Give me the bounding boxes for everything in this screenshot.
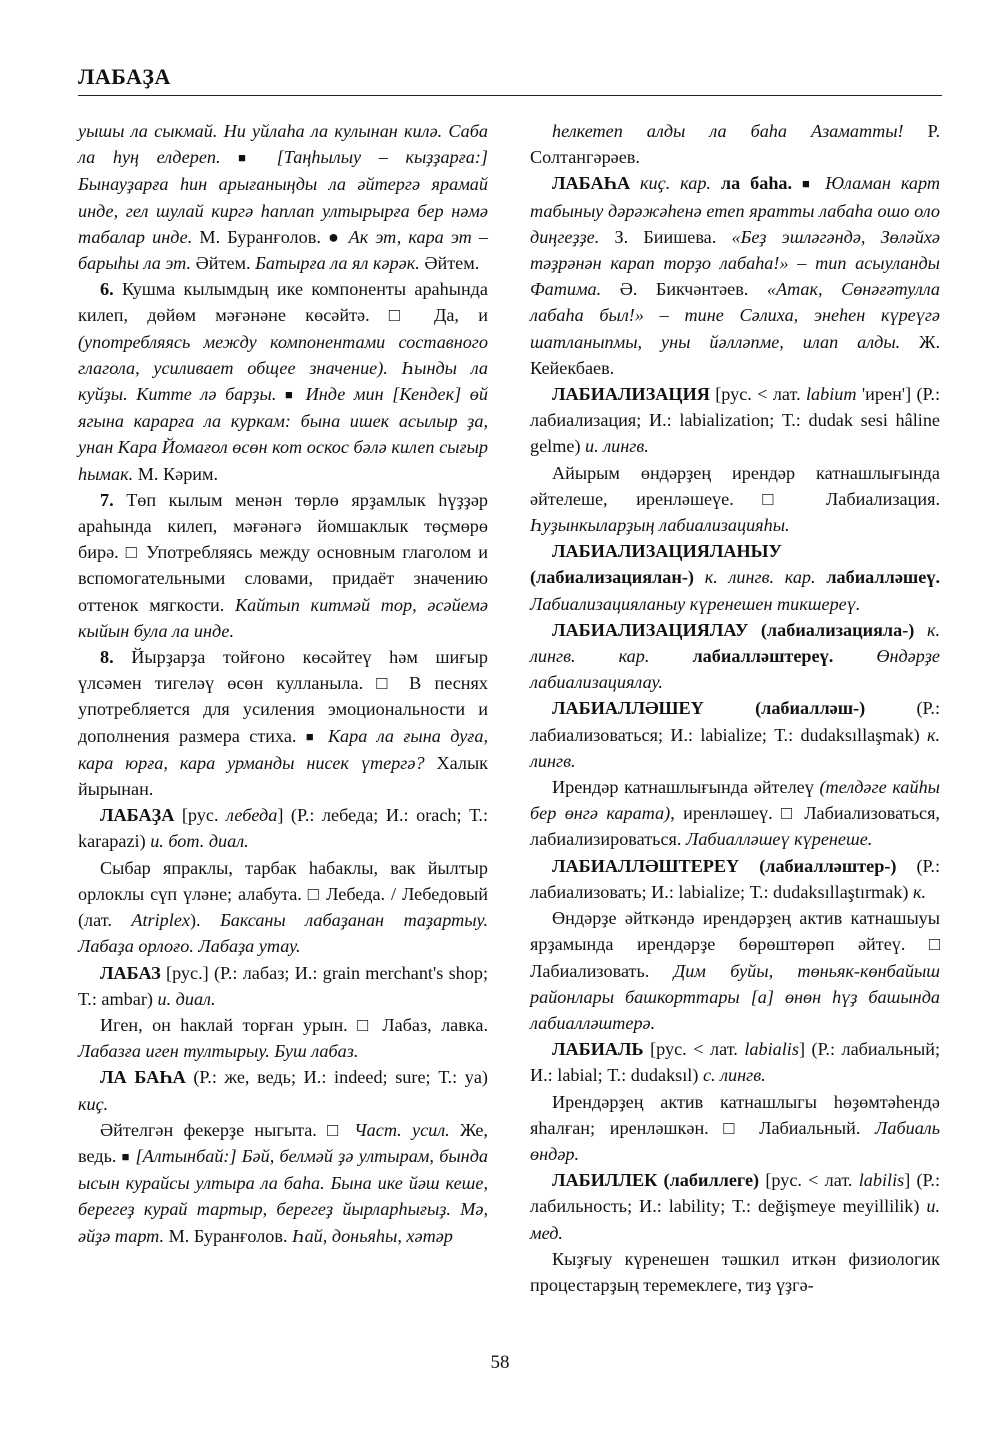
dictionary-paragraph xyxy=(530,118,940,170)
text-segment: , иренләшеү. □ Лабиализоваться, лабиализироваться. xyxy=(530,803,940,850)
text-segment: Кушма кылымдың ике компоненты араһында килеп, дөйөм мәғәнәне көсәйтә. □ Да, и xyxy=(78,279,489,326)
left-column xyxy=(78,118,488,1249)
text-segment: с. лингв. xyxy=(702,1065,766,1086)
text-segment: Әйтелгән фекерҙе ныгыта. □ xyxy=(100,1119,355,1140)
text-segment: ). xyxy=(189,910,221,931)
text-segment: Һай, доньяһы, хәтәр xyxy=(292,1225,453,1246)
text-segment: [Алтынбай:] Бәй, белмәй ҙә ултырам, бында ысын курайсы ултыра ла баһа. Бына ике йәш кеше, берегеҙ курай тартыр, берегеҙ йырларһығыҙ. Мә, әйҙә тарт. xyxy=(78,1145,488,1246)
text-segment: ] (Р.: лебеда; И.: orach; Т.: karapazi) xyxy=(78,805,488,852)
text-segment: labium xyxy=(806,384,857,405)
page-number: 58 xyxy=(490,1352,510,1373)
text-segment: и. диал. xyxy=(157,988,216,1009)
text-segment: ] (Р.: лабиальный; И.: labial; Т.: dudaksıl) xyxy=(530,1039,941,1086)
right-column xyxy=(530,118,940,1298)
dictionary-paragraph xyxy=(78,802,488,854)
text-segment: Лабиаль өндәр. xyxy=(530,1117,940,1164)
text-segment: ЛАБИАЛЬ xyxy=(552,1039,644,1060)
text-segment: к. xyxy=(912,881,927,902)
text-segment: Иген, он һаклай торған урын. □ Лабаз, лавка. xyxy=(100,1014,488,1035)
text-segment: Батырға ла ял кәрәк. xyxy=(255,253,420,274)
text-segment: Ирендәрҙең актив катнашлыгы һөҙөмтәһендә яһалған; иренләшкән. □ Лабиальный. xyxy=(530,1091,940,1138)
dictionary-paragraph xyxy=(78,1064,488,1116)
dictionary-paragraph xyxy=(530,538,940,617)
text-segment: һелкетеп алды ла баһа Азаматты! xyxy=(552,121,904,141)
text-segment: ■ xyxy=(802,176,816,192)
dictionary-paragraph xyxy=(530,617,940,696)
dictionary-paragraph xyxy=(530,774,940,853)
dictionary-paragraph xyxy=(530,381,940,460)
text-segment: ЛАБИАЛИЗАЦИЯЛАНЫУ (лабиализациялан-) xyxy=(530,541,782,588)
text-segment: Кайтып китмәй тор, әсәйемә кыйын була ла инде. xyxy=(78,594,488,641)
dictionary-paragraph xyxy=(530,905,940,1036)
text-segment: Сыбар япраклы, тарбак һабаклы, вак йылтыр орлоклы сүп үләне; алабута. □ Лебеда. / Лебедовый (лат. xyxy=(78,857,488,931)
dictionary-paragraph xyxy=(78,1117,488,1249)
text-segment: Һуҙынкыларҙың лабиализацияһы. xyxy=(530,515,790,536)
dictionary-paragraph xyxy=(530,853,940,905)
text-segment: Айырым өндәрҙең ирендәр катнашлығында әйтелеше, иренләшеүе. □ Лабиализация. xyxy=(530,462,940,509)
text-segment: [Таңһылыу – кыҙҙарға:] Бынауҙарға һин арығаныңды ла әйтергә ярамай инде, гел шулай киргә һаплап ултырырға бер нәмә табалар инде. xyxy=(78,147,488,247)
header-rule xyxy=(78,95,942,96)
text-segment: ЛАБАҘА xyxy=(100,805,175,826)
text-segment: Йырҙарҙа тойғоно көсәйтеү һәм шиғыр үлсәмен тигеләү өсөн кулланыла. □ В песнях употребляется для усиления эмоциональности и дополнения размера стиха. xyxy=(78,647,488,746)
text-segment: киҫ. xyxy=(78,1093,109,1114)
text-segment: к. лингв. xyxy=(530,724,940,771)
text-segment: (Р.: лабиализоваться; И.: labialize; Т.: dudaksıllaşmak) xyxy=(530,698,940,745)
text-segment: Дим буйы, төньяк-көнбайыш районлары башкорттары [а] өнөн һүҙ башында лабиалләштерә. xyxy=(530,960,940,1033)
text-segment: З. Биишева. xyxy=(599,226,732,247)
text-segment: labilis xyxy=(858,1170,905,1191)
text-segment: и. лингв. xyxy=(585,436,649,457)
text-segment: Әйтем. xyxy=(191,253,256,274)
dictionary-paragraph xyxy=(530,1246,940,1298)
text-segment: labialis xyxy=(744,1039,799,1060)
text-segment: М. Буранғолов. ● xyxy=(192,226,349,247)
text-segment: ■ xyxy=(285,387,297,403)
dictionary-paragraph xyxy=(78,1012,488,1064)
dictionary-paragraph xyxy=(78,960,488,1012)
text-segment: Ә. Бикчәнтәев. xyxy=(601,279,767,300)
text-segment: ] (Р.: лабильность; И.: lability; Т.: değişmeye meyillilik) xyxy=(530,1170,940,1217)
text-segment: Лабиалләшеү күренеше. xyxy=(686,829,873,850)
text-segment: Әйтем. xyxy=(419,253,480,274)
text-segment: ■ xyxy=(238,150,260,166)
text-segment: Өндәрҙе әйткәндә ирендәрҙең актив катнашыуы ярҙамында ирендәрҙе бөрөштөрөп әйтеү. □ Лабиализовать. xyxy=(530,908,940,981)
text-segment: Же, ведь. xyxy=(78,1119,488,1166)
text-segment: Ж. Кейекбаев. xyxy=(530,331,940,378)
dictionary-paragraph xyxy=(78,487,488,644)
text-segment: (телдәге кайһы бер өнгә карата) xyxy=(530,777,940,824)
text-segment: ла баһа. xyxy=(720,173,793,194)
text-segment: ЛАБАҺА xyxy=(552,173,631,194)
text-segment: [рус.] (Р.: лабаз; И.: grain merchant's shop; Т.: ambar) xyxy=(78,962,488,1009)
text-segment: Ак эт, кара эт – барыһы ла эт. xyxy=(78,226,488,274)
text-segment: ЛАБИАЛЛӘШТЕРЕҮ (лабиалләштер-) xyxy=(552,855,897,876)
dictionary-paragraph xyxy=(530,460,940,539)
text-segment: (Р.: лабиализовать; И.: labialize; Т.: dudaksıllaştırmak) xyxy=(530,855,940,902)
dictionary-paragraph xyxy=(78,644,488,802)
dictionary-paragraph xyxy=(78,118,488,276)
text-segment: ЛАБИАЛЛӘШЕҮ (лабиалләш-) xyxy=(552,698,866,719)
text-segment: киҫ. кар. xyxy=(630,173,721,194)
text-segment: и. мед. xyxy=(530,1196,940,1243)
text-segment xyxy=(792,173,802,193)
text-segment: Кара ла ғына дуға, кара юрға, кара урманды нисек үтергә? xyxy=(78,725,489,773)
text-segment: Юламан карт табыныу дәрәжәһенә етеп яратты лабаһа ошо оло диңгеҙҙе. xyxy=(530,173,941,247)
text-segment: к. лингв. кар. xyxy=(693,567,827,588)
text-segment: ЛАБАЗ xyxy=(100,962,161,983)
text-segment: М. Буранғолов. xyxy=(164,1225,293,1246)
text-segment: 6. xyxy=(100,279,122,300)
running-header-title: ЛАБАҘА xyxy=(78,64,171,89)
text-segment xyxy=(276,384,285,404)
text-segment: Лабиализацияланыу күренешен тикшереү. xyxy=(530,593,861,614)
text-segment: (Р.: же, ведь; И.: indeed; sure; Т.: ya) xyxy=(185,1067,488,1088)
text-segment: уышы ла сыкмай. Ни уйлаһа ла кулынан килә. Саба ла һуң елдереп. xyxy=(78,121,488,168)
text-segment: лабиалләшеү. xyxy=(826,567,940,588)
dictionary-paragraph xyxy=(530,1089,940,1168)
text-segment: 7. xyxy=(100,489,127,510)
text-segment: лабиалләштереү. xyxy=(692,646,834,667)
text-segment: ■ xyxy=(121,1148,131,1164)
dictionary-paragraph xyxy=(530,170,940,381)
text-segment: Лабазға иген тултырыу. Буш лабаз. xyxy=(78,1041,359,1062)
text-segment: ЛАБИАЛИЗАЦИЯ xyxy=(552,384,710,405)
dictionary-paragraph xyxy=(78,855,488,960)
text-segment: и. бот. диал. xyxy=(150,831,249,852)
dictionary-paragraph xyxy=(530,1036,940,1088)
dictionary-paragraph xyxy=(530,695,940,774)
text-segment: ЛАБИЛЛЕК (лабиллеге) xyxy=(552,1170,760,1191)
text-segment: (употребляясь между компонентами составного глагола, усиливает общее значение). Һынды ла куйҙы. Китте лә барҙы. xyxy=(78,331,488,405)
text-segment: Өндәрҙе лабиализациялау. xyxy=(530,646,941,693)
text-segment: [рус. xyxy=(174,805,227,826)
text-segment: 'ирен'] (Р.: лабиализация; И.: labialization; Т.: dudak sesi hâline gelme) xyxy=(530,384,940,457)
text-segment: Ирендәр катнашлығында әйтелеү xyxy=(552,777,820,798)
text-segment: 8. xyxy=(100,647,132,668)
text-segment: Баксаны лабаҙанан таҙартыу. Лабаҙа орлоғо. Лабаҙа утау. xyxy=(78,910,488,957)
text-segment: «Атак, Сөнәғәтулла лабаһа был!» – тине Сәлиха, энеһен күреүгә шатланыпмы, уны йәлләпме, илап алды. xyxy=(530,279,940,352)
text-segment: М. Кәрим. xyxy=(133,463,219,484)
text-segment: [рус. < лат. xyxy=(709,384,806,405)
text-segment: лебеда xyxy=(226,805,278,826)
dictionary-paragraph xyxy=(78,276,488,487)
dictionary-paragraph xyxy=(530,1167,940,1246)
text-segment: [рус. < лат. xyxy=(759,1170,859,1191)
text-segment: «Беҙ эшләгәндә, Зөләйхә тәҙрәнән карап торҙо лабаһа!» – тип асыуланды Фатима. xyxy=(530,226,940,300)
text-segment: к. лингв. кар. xyxy=(530,619,940,667)
text-segment: Төп кылым менән төрлө ярҙамлык һүҙҙәр араһында килеп, мәғәнәгә йомшаклык төҫмөрө бирә. □ Употребляясь между основным глаголом и вспомогательными словами, придаёт значению оттенок мягкости. xyxy=(78,489,488,615)
text-segment: ЛА БАҺА xyxy=(100,1067,186,1088)
text-segment: ■ xyxy=(305,728,319,744)
text-segment xyxy=(833,646,876,666)
text-segment: Кыҙғыу күренешен тәшкил иткән физиологик процестарҙың теремеклеге, тиҙ үҙгә- xyxy=(530,1248,940,1295)
text-segment: Част. усил. xyxy=(354,1119,450,1140)
text-segment: [рус. < лат. xyxy=(643,1039,745,1060)
text-segment: Atriplex xyxy=(131,910,190,931)
text-segment: ЛАБИАЛИЗАЦИЯЛАУ (лабиализацияла-) xyxy=(552,619,915,640)
text-segment: Инде мин [Кендек] өй ягына карарға ла куркам: бына ишек асылыр ҙа, унан Кара Йомағол өсөн кот оскос бәлә килеп сығыр һымак. xyxy=(78,384,488,484)
text-segment: Р. Солтангәрәев. xyxy=(530,121,940,168)
text-segment: Халык йырынан. xyxy=(78,752,488,800)
